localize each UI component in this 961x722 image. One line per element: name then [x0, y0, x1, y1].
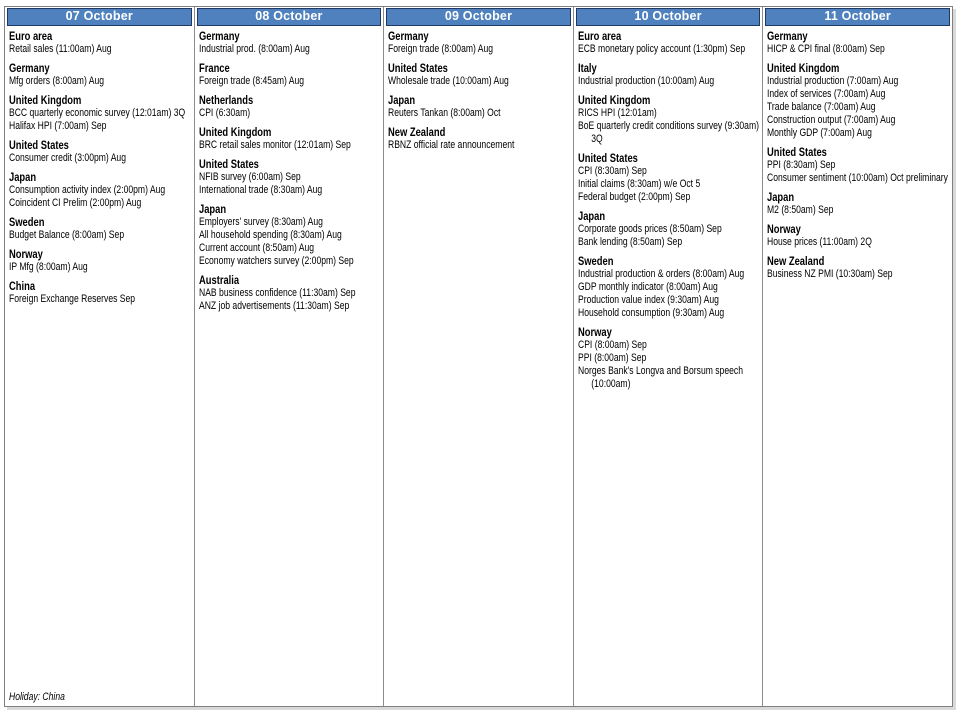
country-label: Italy: [577, 61, 597, 75]
event-item: Household consumption (9:30am) Aug: [577, 307, 724, 319]
event-item: CPI (6:30am): [198, 107, 250, 119]
country-group: [9, 29, 194, 56]
country-group: [199, 61, 384, 88]
country-group: [388, 29, 573, 56]
event-item: International trade (8:30am) Aug: [198, 184, 322, 196]
event-groups: [199, 29, 384, 313]
event-item: Norges Bank's Longva and Borsum speech (10:00am): [577, 365, 743, 390]
day-content: [767, 29, 952, 706]
country-group: [767, 222, 952, 249]
event-item: Production value index (9:30am) Aug: [577, 294, 719, 306]
country-group: [578, 209, 763, 249]
day-column: [195, 7, 385, 706]
country-label: New Zealand: [767, 254, 825, 268]
country-group: [767, 29, 952, 56]
country-label: China: [9, 279, 36, 293]
event-item: Industrial production (10:00am) Aug: [577, 75, 714, 87]
country-group: [199, 202, 384, 268]
country-group: [9, 61, 194, 88]
event-item: Wholesale trade (10:00am) Aug: [388, 75, 510, 87]
country-label: Germany: [9, 61, 50, 75]
country-group: [199, 29, 384, 56]
country-label: Japan: [388, 93, 416, 107]
country-group: [9, 93, 194, 133]
country-label: United States: [198, 157, 259, 171]
day-column: [5, 7, 195, 706]
event-groups: [9, 29, 194, 306]
event-item: Foreign trade (8:45am) Aug: [198, 75, 304, 87]
day-header: 07 October: [7, 8, 192, 26]
event-item: Reuters Tankan (8:00am) Oct: [388, 107, 501, 119]
day-body: [763, 26, 952, 706]
day-content: [578, 29, 763, 706]
event-item: CPI (8:30am) Sep: [577, 165, 647, 177]
country-group: [578, 93, 763, 146]
event-item: Industrial prod. (8:00am) Aug: [198, 43, 310, 55]
day-body: [384, 26, 573, 706]
event-item: Halifax HPI (7:00am) Sep: [9, 120, 107, 132]
country-label: Germany: [388, 29, 429, 43]
event-item: Monthly GDP (7:00am) Aug: [767, 127, 873, 139]
event-item: Current account (8:50am) Aug: [198, 242, 314, 254]
day-header: 08 October: [197, 8, 382, 26]
country-group: [388, 93, 573, 120]
event-item: Foreign trade (8:00am) Aug: [388, 43, 494, 55]
event-item: PPI (8:00am) Sep: [577, 352, 647, 364]
event-item: Mfg orders (8:00am) Aug: [9, 75, 105, 87]
country-label: Euro area: [577, 29, 622, 43]
day-body: [574, 26, 763, 706]
country-group: [9, 247, 194, 274]
country-group: [199, 273, 384, 313]
country-group: [388, 61, 573, 88]
event-item: Consumer credit (3:00pm) Aug: [9, 152, 126, 164]
country-group: [199, 125, 384, 152]
event-item: Federal budget (2:00pm) Sep: [577, 191, 691, 203]
event-item: Construction output (7:00am) Aug: [767, 114, 896, 126]
country-label: Euro area: [9, 29, 53, 43]
country-group: [578, 254, 763, 320]
country-label: Netherlands: [198, 93, 253, 107]
event-item: Foreign Exchange Reserves Sep: [9, 293, 136, 305]
country-label: United Kingdom: [9, 93, 82, 107]
country-label: Germany: [198, 29, 240, 43]
day-content: [9, 29, 194, 706]
event-item: CPI (8:00am) Sep: [577, 339, 647, 351]
day-body: [5, 26, 194, 706]
event-item: GDP monthly indicator (8:00am) Aug: [577, 281, 718, 293]
event-item: Employers' survey (8:30am) Aug: [198, 216, 323, 228]
country-label: Australia: [198, 273, 239, 287]
country-group: [9, 170, 194, 210]
event-item: M2 (8:50am) Sep: [767, 204, 834, 216]
country-label: United Kingdom: [767, 61, 840, 75]
country-label: United Kingdom: [577, 93, 651, 107]
country-group: [767, 254, 952, 281]
event-item: IP Mfg (8:00am) Aug: [9, 261, 88, 273]
country-label: Japan: [198, 202, 226, 216]
event-item: Economy watchers survey (2:00pm) Sep: [198, 255, 354, 267]
country-label: United Kingdom: [198, 125, 271, 139]
country-group: [767, 145, 952, 185]
event-item: Trade balance (7:00am) Aug: [767, 101, 876, 113]
event-item: Budget Balance (8:00am) Sep: [9, 229, 125, 241]
event-item: Index of services (7:00am) Aug: [767, 88, 886, 100]
country-group: [388, 125, 573, 152]
day-header: 10 October: [576, 8, 761, 26]
event-item: Consumer sentiment (10:00am) Oct preliminary: [767, 172, 949, 184]
country-label: Japan: [767, 190, 795, 204]
event-item: NFIB survey (6:00am) Sep: [198, 171, 301, 183]
event-item: RBNZ official rate announcement: [388, 139, 515, 151]
country-label: Japan: [9, 170, 37, 184]
day-content: [199, 29, 384, 706]
country-label: Norway: [9, 247, 43, 261]
country-group: [9, 215, 194, 242]
event-item: BCC quarterly economic survey (12:01am) 3Q: [9, 107, 186, 119]
event-item: Consumption activity index (2:00pm) Aug: [9, 184, 166, 196]
event-item: Industrial production (7:00am) Aug: [767, 75, 899, 87]
day-header: 11 October: [765, 8, 950, 26]
event-groups: [767, 29, 952, 281]
day-content: [388, 29, 573, 706]
day-column: [384, 7, 574, 706]
country-label: United States: [388, 61, 449, 75]
country-group: [9, 279, 194, 306]
event-groups: [578, 29, 763, 391]
holiday-note: Holiday: China: [9, 691, 65, 703]
country-group: [578, 61, 763, 88]
country-group: [578, 29, 763, 56]
country-group: [199, 157, 384, 197]
event-item: PPI (8:30am) Sep: [767, 159, 836, 171]
country-group: [767, 61, 952, 140]
event-item: ECB monetary policy account (1:30pm) Sep: [577, 43, 745, 55]
event-item: Initial claims (8:30am) w/e Oct 5: [577, 178, 701, 190]
event-item: All household spending (8:30am) Aug: [198, 229, 342, 241]
country-group: [199, 93, 384, 120]
country-label: Sweden: [9, 215, 45, 229]
day-body: [195, 26, 384, 706]
event-item: Business NZ PMI (10:30am) Sep: [767, 268, 893, 280]
event-item: Industrial production & orders (8:00am) Aug: [577, 268, 744, 280]
country-label: United States: [577, 151, 638, 165]
country-label: United States: [9, 138, 69, 152]
event-item: BoE quarterly credit conditions survey (9:30am) 3Q: [577, 120, 759, 145]
event-item: RICS HPI (12:01am): [577, 107, 657, 119]
country-label: France: [198, 61, 230, 75]
country-label: Germany: [767, 29, 809, 43]
country-group: [767, 190, 952, 217]
event-item: Coincident CI Prelim (2:00pm) Aug: [9, 197, 142, 209]
event-item: House prices (11:00am) 2Q: [767, 236, 873, 248]
country-label: Sweden: [577, 254, 614, 268]
country-label: New Zealand: [388, 125, 446, 139]
day-column: [574, 7, 764, 706]
country-label: Norway: [767, 222, 802, 236]
event-item: BRC retail sales monitor (12:01am) Sep: [198, 139, 351, 151]
day-column: [763, 7, 952, 706]
event-item: NAB business confidence (11:30am) Sep: [198, 287, 356, 299]
event-item: Corporate goods prices (8:50am) Sep: [577, 223, 722, 235]
event-item: Bank lending (8:50am) Sep: [577, 236, 682, 248]
country-label: Norway: [577, 325, 612, 339]
event-item: Retail sales (11:00am) Aug: [9, 43, 112, 55]
event-groups: [388, 29, 573, 152]
event-item: HICP & CPI final (8:00am) Sep: [767, 43, 886, 55]
country-group: [578, 151, 763, 204]
day-header: 09 October: [386, 8, 571, 26]
economic-calendar-table: [4, 6, 953, 707]
country-group: [578, 325, 763, 391]
country-label: United States: [767, 145, 828, 159]
country-label: Japan: [577, 209, 605, 223]
country-group: [9, 138, 194, 165]
event-item: ANZ job advertisements (11:30am) Sep: [198, 300, 349, 312]
